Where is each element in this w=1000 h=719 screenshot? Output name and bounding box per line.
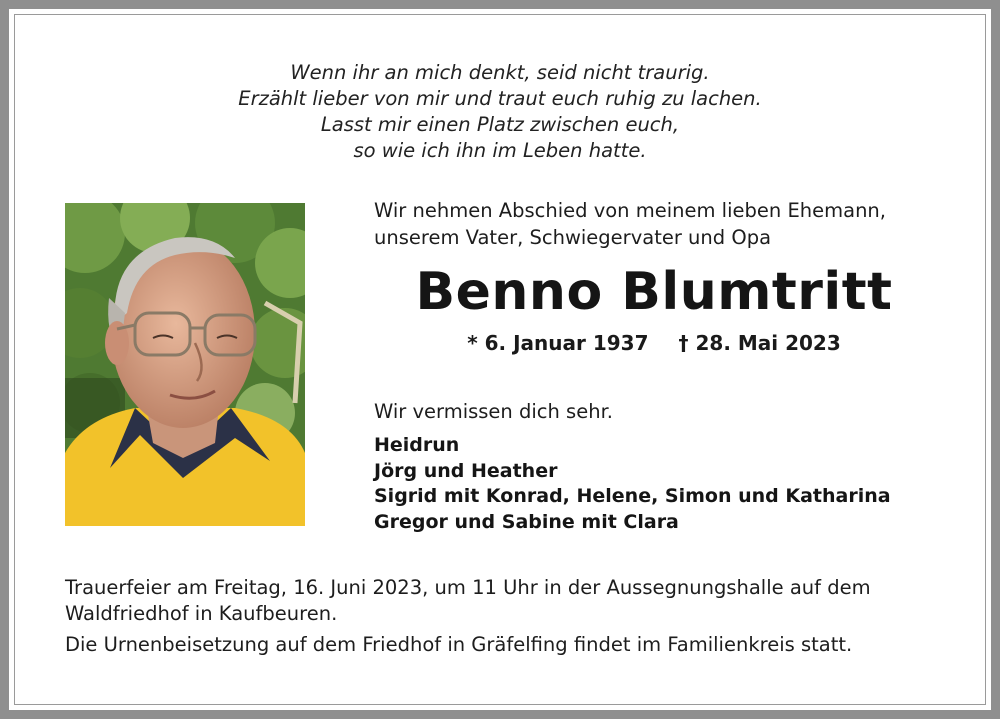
poem-line: Erzählt lieber von mir und traut euch ruhig zu lachen. <box>238 87 762 110</box>
ceremony-line: Trauerfeier am Freitag, 16. Juni 2023, um 11 Uhr in der Aussegnungshalle auf dem <box>65 576 871 599</box>
portrait-illustration <box>65 203 305 526</box>
birth-date: * 6. Januar 1937 <box>467 331 649 355</box>
ceremony-info <box>65 575 945 627</box>
portrait-photo <box>65 203 305 526</box>
urn-burial-info: Die Urnenbeisetzung auf dem Friedhof in Gräfelfing findet im Familienkreis statt. <box>65 633 853 656</box>
deceased-name: Benno Blumtritt <box>415 262 893 322</box>
family-member: Jörg und Heather <box>374 459 558 482</box>
death-date: † 28. Mai 2023 <box>678 331 841 355</box>
intro-line: Wir nehmen Abschied von meinem lieben Ehemann, <box>374 199 886 222</box>
poem-line: so wie ich ihn im Leben hatte. <box>353 139 647 162</box>
farewell-intro <box>374 197 954 251</box>
life-dates <box>374 331 934 355</box>
intro-line: unserem Vater, Schwiegervater und Opa <box>374 226 772 249</box>
poem-line: Wenn ihr an mich denkt, seid nicht traurig. <box>290 61 710 84</box>
family-member: Sigrid mit Konrad, Helene, Simon und Katharina <box>374 485 891 507</box>
miss-text: Wir vermissen dich sehr. <box>374 400 613 423</box>
family-member: Heidrun <box>374 434 460 456</box>
family-member: Gregor und Sabine mit Clara <box>374 510 679 533</box>
family-list <box>374 433 891 535</box>
poem-line: Lasst mir einen Platz zwischen euch, <box>320 113 680 136</box>
ceremony-line: Waldfriedhof in Kaufbeuren. <box>65 602 338 625</box>
memorial-poem <box>120 60 880 164</box>
